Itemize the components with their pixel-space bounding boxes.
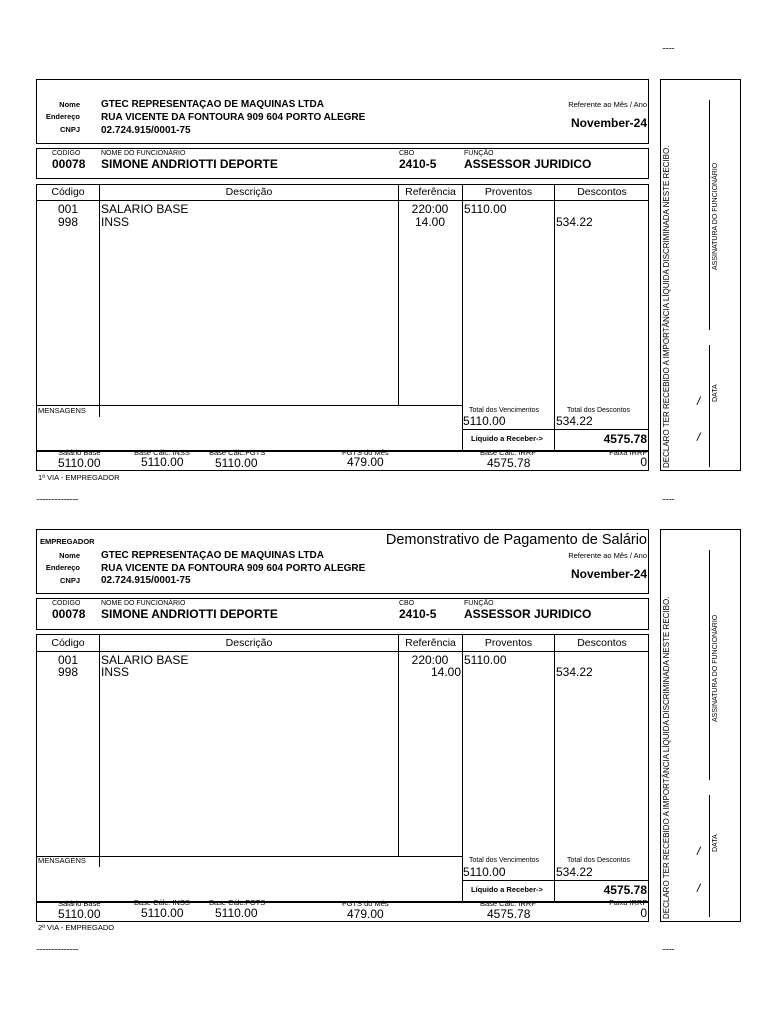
base-inss-value: 5110.00	[141, 455, 184, 469]
period-label: Referente ao Mês / Ano	[568, 551, 647, 560]
item-description: INSS	[101, 665, 130, 679]
item-reference: 14.00	[430, 665, 461, 679]
company-name: GTEC REPRESENTAÇAO DE MAQUINAS LTDA	[101, 550, 324, 561]
period-label: Referente ao Mês / Ano	[568, 100, 647, 109]
page-title: Demonstrativo de Pagamento de Salário	[385, 532, 647, 548]
date-label: DATA	[712, 384, 719, 402]
base-inss-label: Base Cálc. INSS	[134, 898, 190, 907]
col-divider	[554, 634, 555, 902]
item-deductions: 534.22	[556, 665, 593, 679]
cbo-label: CBO	[399, 150, 415, 157]
company-name: GTEC REPRESENTAÇAO DE MAQUINAS LTDA	[101, 99, 324, 110]
net-label: Líquido a Receber->	[471, 434, 543, 443]
employee-role: ASSESSOR JURIDICO	[464, 157, 592, 171]
net-value: 4575.78	[603, 883, 647, 897]
employee-cbo: 2410-5	[399, 607, 437, 621]
item-reference: 220:00	[411, 653, 449, 667]
faixa-irrf-value: 0	[640, 906, 647, 920]
dotted-mark: ........	[662, 492, 675, 502]
date-separator: /	[695, 429, 702, 445]
fgts-mes-label: FGTS do Mês	[342, 448, 389, 457]
signature-label: ASSINATURA DO FUNCIONÁRIO	[712, 614, 719, 722]
col-header-reference: Referência	[405, 637, 456, 649]
employee-code: 00078	[52, 157, 86, 171]
salario-base-value: 5110.00	[58, 456, 101, 470]
base-inss-value: 5110.00	[141, 906, 184, 920]
date-line	[709, 795, 710, 917]
totals-divider	[462, 880, 649, 881]
employer-label: EMPREGADOR	[40, 537, 95, 546]
faixa-irrf-label: Faixa IRRF	[609, 898, 647, 907]
fgts-mes-value: 479.00	[347, 907, 384, 921]
table-header-divider	[36, 651, 649, 652]
period-value: November-24	[570, 567, 647, 581]
date-separator: /	[695, 393, 702, 409]
col-header-reference: Referência	[405, 186, 456, 198]
total-deductions-label: Total dos Descontos	[567, 857, 631, 864]
messages-divider	[36, 405, 462, 406]
address-label: Endereço	[45, 112, 80, 121]
code-label: CÓDIGO	[52, 150, 81, 157]
messages-divider	[36, 856, 462, 857]
employee-name: SIMONE ANDRIOTTI DEPORTE	[101, 157, 278, 171]
base-fgts-label: Base Cálc.FGTS	[209, 448, 266, 457]
base-irrf-value: 4575.78	[487, 456, 531, 470]
base-irrf-label: Base Cálc. IRRF	[480, 899, 536, 908]
dotted-mark: ........	[662, 942, 675, 952]
item-code: 998	[57, 215, 79, 229]
messages-label: MENSAGENS	[38, 406, 86, 415]
total-deductions: 534.22	[556, 865, 593, 879]
date-label: DATA	[712, 834, 719, 852]
code-label: CÓDIGO	[52, 600, 81, 607]
item-description: INSS	[101, 215, 130, 229]
signature-line	[709, 100, 710, 330]
employee-code: 00078	[52, 607, 86, 621]
dotted-mark: ............................	[36, 942, 79, 952]
company-address: RUA VICENTE DA FONTOURA 909 604 PORTO ALEGRE	[101, 563, 366, 574]
via-label: 2ª VIA - EMPREGADO	[38, 923, 115, 932]
col-header-earnings: Proventos	[484, 186, 533, 198]
col-header-description: Descrição	[225, 637, 273, 649]
employee-name-label: NOME DO FUNCIONÁRIO	[101, 150, 186, 157]
total-earnings: 5110.00	[463, 414, 506, 428]
cbo-label: CBO	[399, 600, 415, 607]
total-deductions: 534.22	[556, 414, 593, 428]
declaration-text: DECLARO TER RECEBIDO A IMPORTÂNCIA LÍQUIDA DISCRIMINADA NESTE RECIBO.	[662, 145, 671, 468]
item-code: 001	[57, 202, 79, 216]
cnpj-label: CNPJ	[59, 125, 80, 134]
base-fgts-value: 5110.00	[215, 906, 258, 920]
col-header-earnings: Proventos	[484, 637, 533, 649]
employee-name-label: NOME DO FUNCIONÁRIO	[101, 600, 186, 607]
fgts-mes-label: FGTS do Mês	[342, 899, 389, 908]
col-header-description: Descrição	[225, 186, 273, 198]
role-label: FUNÇÃO	[464, 600, 494, 607]
date-line	[709, 345, 710, 467]
date-separator: /	[695, 880, 702, 896]
item-description: SALARIO BASE	[101, 202, 189, 216]
net-value: 4575.78	[603, 432, 647, 446]
total-earnings-label: Total dos Vencimentos	[469, 857, 540, 864]
employee-role: ASSESSOR JURIDICO	[464, 607, 592, 621]
role-label: FUNÇÃO	[464, 150, 494, 157]
salario-base-label: Salário Base	[58, 899, 101, 908]
salario-base-value: 5110.00	[58, 907, 101, 921]
col-divider	[99, 634, 100, 867]
item-reference: 14.00	[414, 215, 446, 229]
signature-label: ASSINATURA DO FUNCIONÁRIO	[712, 162, 719, 270]
col-header-deductions: Descontos	[577, 186, 627, 198]
company-cnpj: 02.724.915/0001-75	[101, 575, 191, 586]
fgts-mes-value: 479.00	[347, 455, 384, 469]
total-earnings-label: Total dos Vencimentos	[469, 407, 540, 414]
item-earnings: 5110.00	[464, 653, 507, 667]
signature-panel	[660, 529, 741, 922]
faixa-irrf-value: 0	[640, 455, 647, 469]
name-label: Nome	[59, 551, 80, 560]
totals-divider	[462, 429, 649, 430]
item-code: 998	[57, 665, 79, 679]
base-inss-label: Base Cálc. INSS	[134, 448, 190, 457]
address-label: Endereço	[45, 563, 80, 572]
total-deductions-label: Total dos Descontos	[567, 407, 631, 414]
faixa-irrf-label: Faixa IRRF	[609, 448, 647, 457]
item-deductions: 534.22	[556, 215, 593, 229]
dotted-mark: ............................	[36, 492, 79, 502]
col-divider	[462, 184, 463, 451]
base-irrf-label: Base Cálc. IRRF	[480, 448, 536, 457]
date-separator: /	[695, 843, 702, 859]
name-label: Nome	[59, 100, 80, 109]
col-header-code: Código	[51, 637, 85, 649]
dotted-mark: ........	[662, 41, 675, 51]
table-header-divider	[36, 200, 649, 201]
col-divider	[554, 184, 555, 451]
col-header-code: Código	[51, 186, 85, 198]
total-earnings: 5110.00	[463, 865, 506, 879]
item-reference: 220:00	[411, 202, 449, 216]
cnpj-label: CNPJ	[59, 576, 80, 585]
base-fgts-label: Base Cálc.FGTS	[209, 898, 266, 907]
col-header-deductions: Descontos	[577, 637, 627, 649]
period-value: November-24	[570, 116, 647, 130]
declaration-text: DECLARO TER RECEBIDO A IMPORTÂNCIA LÍQUIDA DISCRIMINADA NESTE RECIBO.	[662, 596, 671, 919]
col-divider	[462, 634, 463, 902]
item-code: 001	[57, 653, 79, 667]
employee-cbo: 2410-5	[399, 157, 437, 171]
signature-panel	[660, 79, 741, 471]
base-irrf-value: 4575.78	[487, 907, 531, 921]
item-description: SALARIO BASE	[101, 653, 189, 667]
company-cnpj: 02.724.915/0001-75	[101, 125, 191, 136]
item-earnings: 5110.00	[464, 202, 507, 216]
via-label: 1ª VIA - EMPREGADOR	[38, 473, 120, 482]
employee-name: SIMONE ANDRIOTTI DEPORTE	[101, 607, 278, 621]
company-address: RUA VICENTE DA FONTOURA 909 604 PORTO ALEGRE	[101, 112, 366, 123]
salario-base-label: Salário Base	[58, 448, 101, 457]
messages-label: MENSAGENS	[38, 856, 86, 865]
net-label: Líquido a Receber->	[471, 885, 543, 894]
base-fgts-value: 5110.00	[215, 456, 258, 470]
signature-line	[709, 550, 710, 780]
col-divider	[99, 184, 100, 417]
